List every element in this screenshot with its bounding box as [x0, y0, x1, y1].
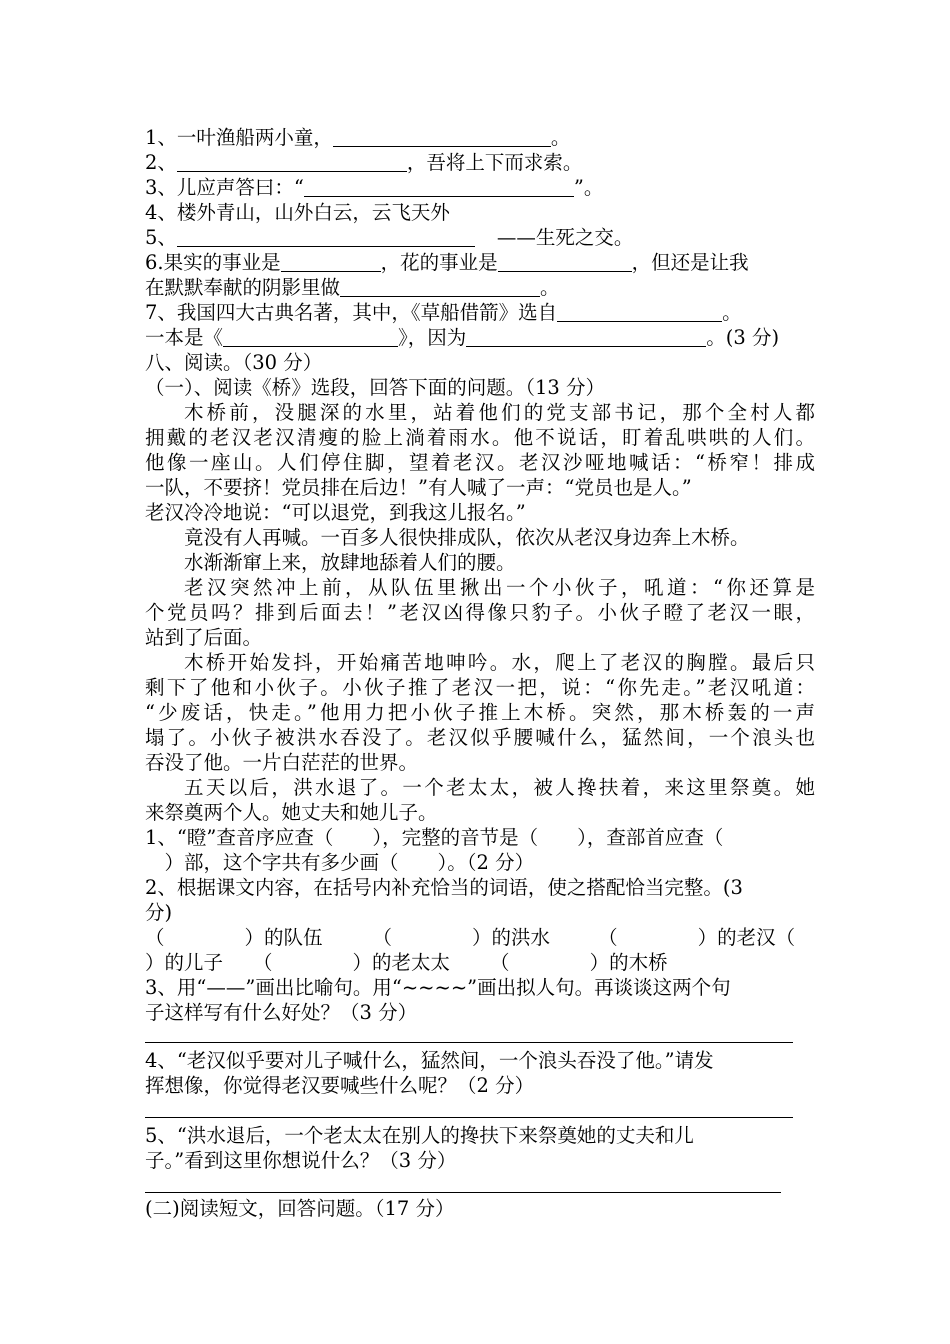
q3-end: ”。	[573, 176, 604, 199]
passage-line: 拥戴的老汉老汉清瘦的脸上淌着雨水。他不说话，盯着乱哄哄的人们。	[145, 426, 815, 449]
paren-open: （	[145, 926, 165, 949]
q2-blank[interactable]	[177, 152, 407, 172]
q6-blank-1[interactable]	[281, 252, 381, 272]
reading-q4-line2: 挥想像，你觉得老汉要喊些什么呢？（2 分）	[145, 1074, 535, 1097]
reading-q2-line2: 分)	[145, 901, 173, 924]
passage-line: 剩下了他和小伙子。小伙子推了老汉一把，说：“你先走。”老汉吼道：	[145, 676, 815, 699]
passage-line: 来祭奠两个人。她丈夫和她儿子。	[145, 801, 438, 824]
q6-blank-3[interactable]	[340, 277, 540, 297]
phrase: ）的老太太	[352, 951, 451, 974]
passage-line: 他像一座山。人们停住脚，望着老汉。老汉沙哑地喊话：“桥窄！排成	[145, 451, 815, 474]
reading-q4-line1: 4、“老汉似乎要对儿子喊什么，猛然间，一个浪头吞没了他。”请发	[145, 1049, 714, 1072]
passage-line: 塌了。小伙子被洪水吞没了。老汉似乎腰喊什么，猛然间，一个浪头也	[145, 726, 815, 749]
passage-line: 老汉冷冷地说：“可以退党，到我这儿报名。”	[145, 501, 526, 524]
passage-line: 五天以后，洪水退了。一个老太太，被人搀扶着，来这里祭奠。她	[184, 776, 815, 799]
reading-q5-line2: 子。”看到这里你想说什么？（3 分）	[145, 1149, 457, 1172]
part1-heading: （一）、阅读《桥》选段，回答下面的问题。（13 分）	[145, 376, 606, 399]
q2-text: 2、	[145, 151, 177, 174]
q6-text-a: 6.果实的事业是	[145, 251, 281, 274]
reading-q2-row1	[145, 925, 815, 950]
passage-line: 木桥开始发抖，开始痛苦地呻吟。水，爬上了老汉的胸膛。最后只	[184, 651, 815, 674]
fill-q7-line1	[145, 300, 815, 325]
q7-blank-2[interactable]	[223, 327, 398, 347]
passage-line: 个党员吗？排到后面去！”老汉凶得像只豹子。小伙子瞪了老汉一眼，	[145, 601, 815, 624]
phrase: ）的儿子	[145, 951, 224, 974]
reading-q3-line2: 子这样写有什么好处？（3 分）	[145, 1001, 418, 1024]
q1-end: 。	[550, 126, 571, 149]
section8-heading: 八、阅读。（30 分）	[145, 351, 323, 374]
reading-q2-row2	[145, 950, 815, 975]
reading-q3-line1: 3、用“——”画出比喻句。用“~~~~”画出拟人句。再谈谈这两个句	[145, 976, 731, 999]
q7-text-c: 一本是《	[145, 326, 224, 349]
passage-line: 水渐渐窜上来，放肆地舔着人们的腰。	[184, 551, 516, 574]
q7-end: 。(3 分)	[706, 326, 780, 349]
passage-line: 木桥前，没腿深的水里，站着他们的党支部书记，那个全村人都	[184, 401, 815, 424]
q5-blank[interactable]	[177, 227, 475, 247]
fill-q3	[145, 175, 815, 200]
q7-text-d: 》，因为	[398, 326, 467, 349]
q2-end: ，吾将上下而求索。	[406, 151, 583, 174]
fill-q5	[145, 225, 815, 250]
paren-open: （	[490, 951, 510, 974]
passage-line: 老汉突然冲上前，从队伍里揪出一个小伙子，吼道：“你还算是	[184, 576, 815, 599]
fill-q2	[145, 150, 815, 175]
phrase: ）的队伍	[244, 926, 323, 949]
reading-q5-line1: 5、“洪水退后，一个老太太在别人的搀扶下来祭奠她的丈夫和儿	[145, 1124, 694, 1147]
q3-text: 3、儿应声答曰：“	[145, 176, 304, 199]
fill-q6-line1	[145, 250, 815, 275]
reading-q2-line1: 2、根据课文内容，在括号内补充恰当的词语，使之搭配恰当完整。(3	[145, 876, 743, 899]
q1-text: 1、一叶渔船两小童，	[145, 126, 333, 149]
passage-line: 站到了后面。	[145, 626, 263, 649]
paren-open: （	[598, 926, 618, 949]
answer-line-q5[interactable]	[145, 1192, 781, 1193]
answer-line-q4[interactable]	[145, 1117, 793, 1118]
q6-text-b: ，花的事业是	[380, 251, 498, 274]
phrase: ）的老汉（	[697, 926, 796, 949]
reading-q1-line2: ）部，这个字共有多少画（ ）。（2 分）	[145, 851, 535, 874]
part2-heading: (二)阅读短文，回答问题。（17 分）	[145, 1197, 455, 1220]
q7-blank-1[interactable]	[557, 302, 722, 322]
q5-end: ——生死之交。	[496, 226, 634, 249]
q6-blank-2[interactable]	[498, 252, 632, 272]
passage-line: 吞没了他。一片白茫茫的世界。	[145, 751, 419, 774]
q3-blank[interactable]	[304, 177, 574, 197]
phrase: ）的木桥	[589, 951, 668, 974]
fill-q1	[145, 125, 815, 150]
q7-text-a: 7、我国四大古典名著，其中，《草船借箭》选自	[145, 301, 558, 324]
passage-line: “少废话，快走。”他用力把小伙子推上木桥。突然，那木桥轰的一声	[145, 701, 815, 724]
fill-q4: 4、楼外青山，山外白云，云飞天外	[145, 201, 450, 224]
paren-open: （	[253, 951, 273, 974]
q1-blank[interactable]	[333, 127, 551, 147]
paren-open: （	[372, 926, 393, 949]
q7-text-b: 。	[722, 301, 742, 324]
phrase: ）的洪水	[472, 926, 551, 949]
fill-q7-line2	[145, 325, 815, 350]
q6-text-d: 在默默奉献的阴影里做	[145, 276, 341, 299]
fill-q6-line2	[145, 275, 815, 300]
q6-end: 。	[540, 276, 560, 299]
answer-line-q3[interactable]	[145, 1042, 793, 1043]
passage-line: 一队，不要挤！党员排在后边！”有人喊了一声：“党员也是人。”	[145, 476, 692, 499]
q6-text-c: ，但还是让我	[631, 251, 749, 274]
passage-line: 竟没有人再喊。一百多人很快排成队，依次从老汉身边奔上木桥。	[184, 526, 750, 549]
q7-blank-3[interactable]	[466, 327, 706, 347]
reading-q1-line1: 1、“瞪”查音序应查（ ），完整的音节是（ ），查部首应查（	[145, 826, 724, 849]
q5-text: 5、	[145, 226, 177, 249]
